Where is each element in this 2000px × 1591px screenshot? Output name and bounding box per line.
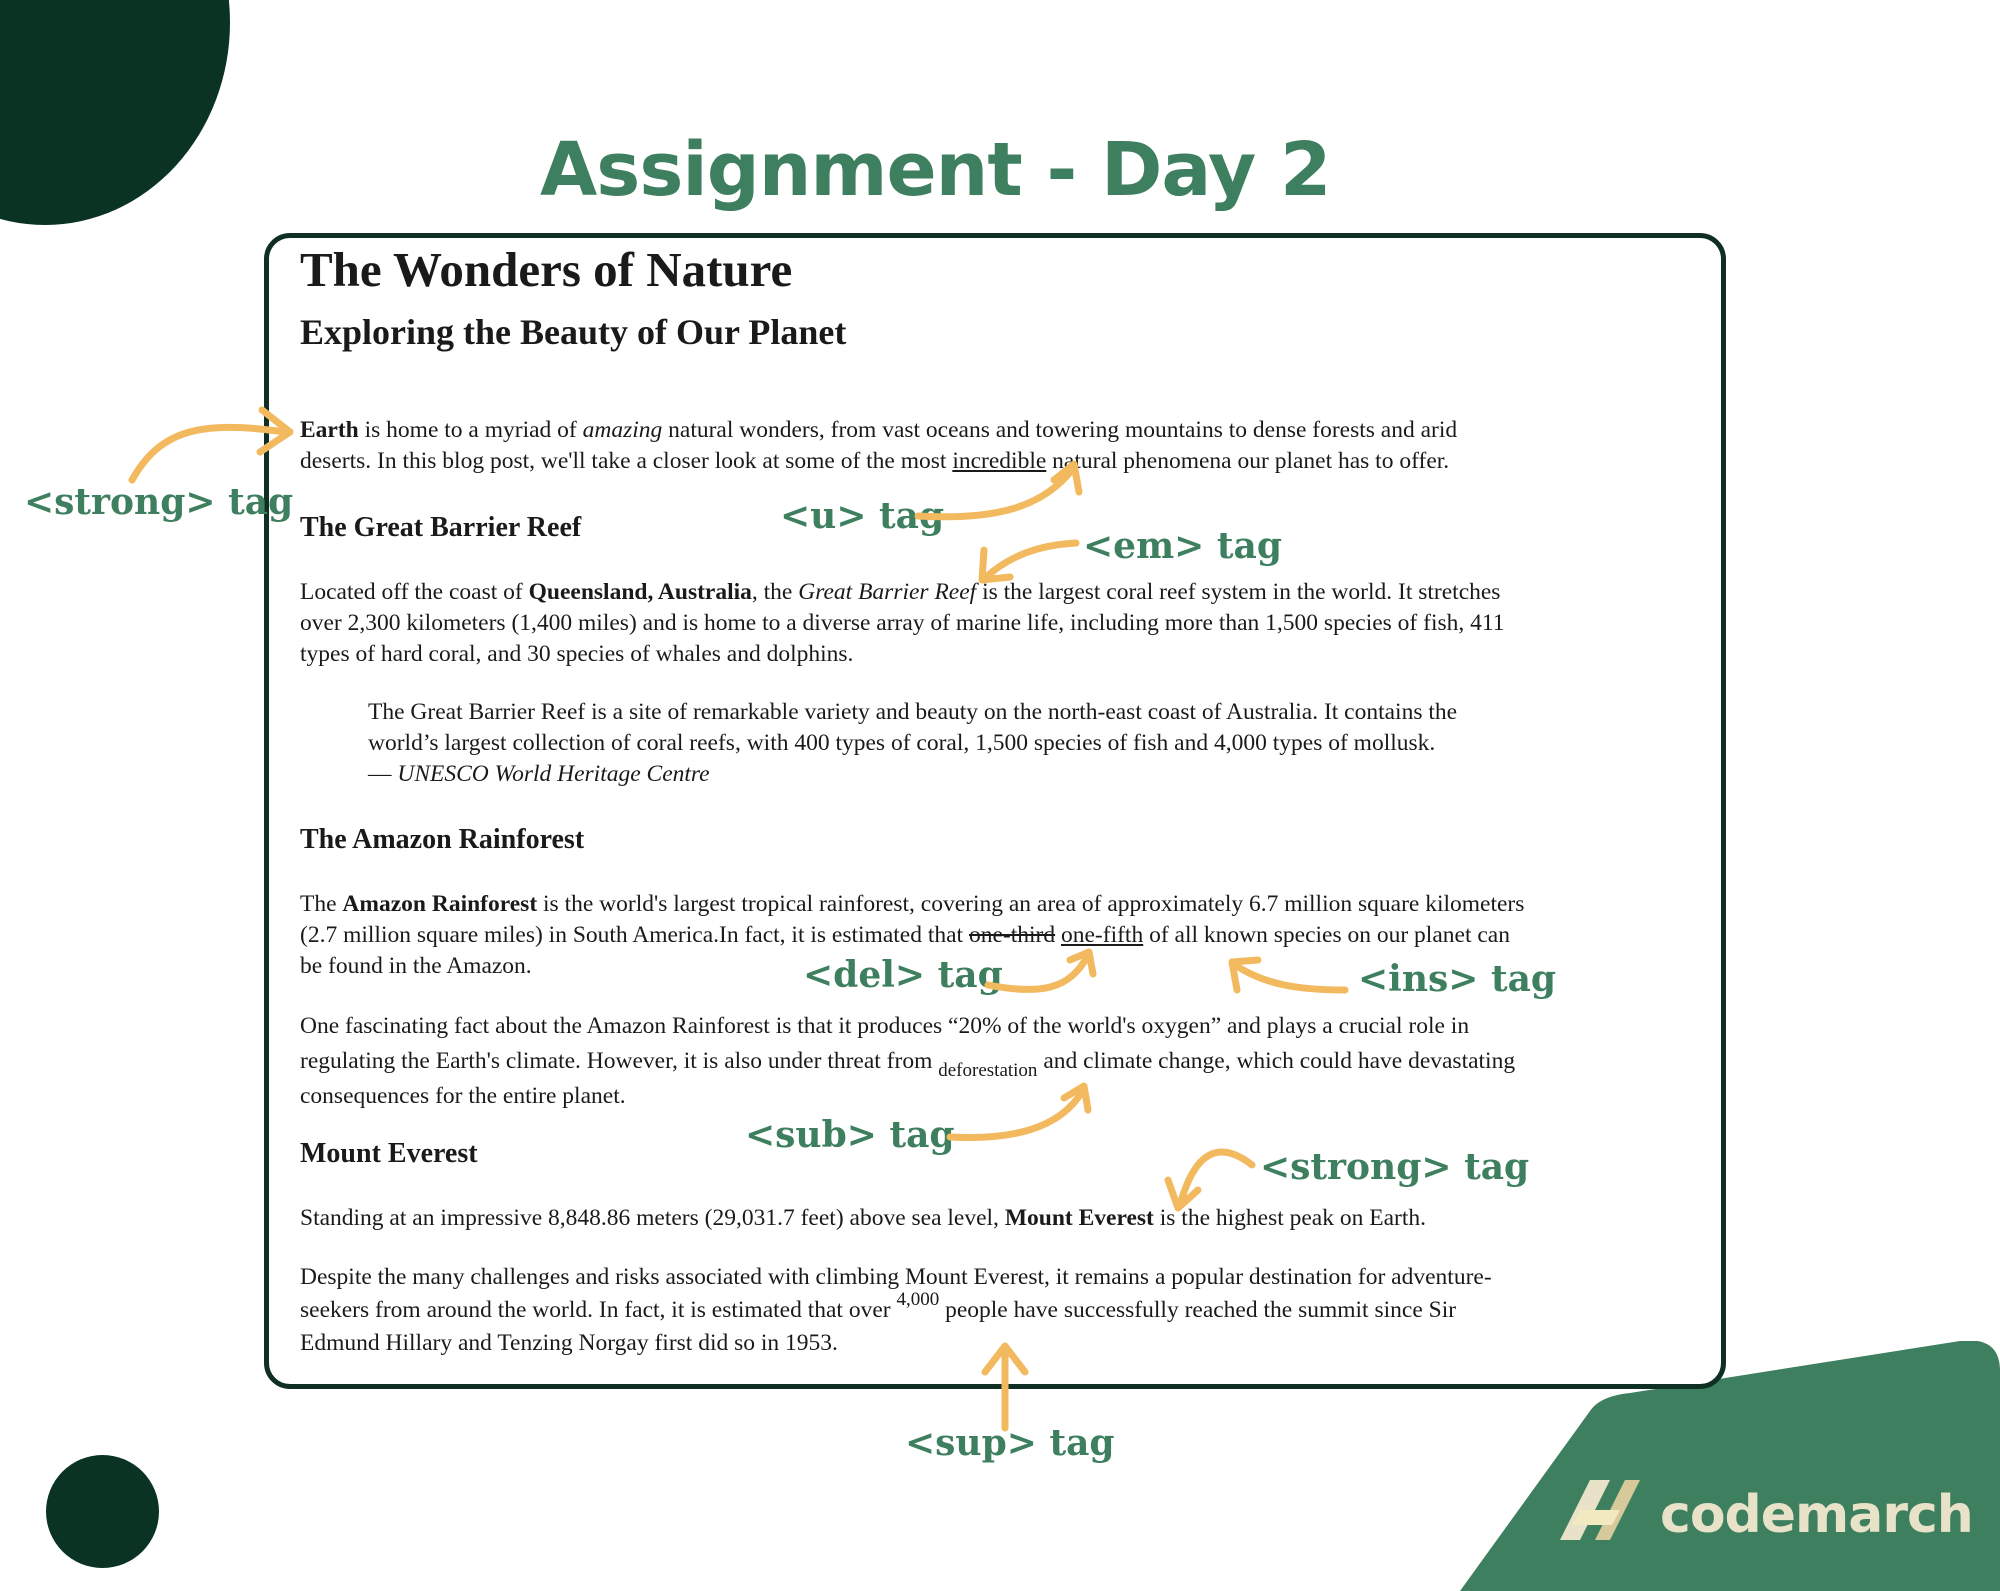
intro-paragraph: Earth is home to a myriad of amazing natural wonders, from vast oceans and towering mountains to dense forests and arid deserts. In this blog post, we'll take a closer look at some of the most incredible natural phenomena our planet has to offer. [300, 417, 1458, 474]
everest-paragraph-1: Standing at an impressive 8,848.86 meters (29,031.7 feet) above sea level, Mount Everest is the highest peak on Earth. [300, 1205, 1427, 1231]
strong-queensland: Queensland, Australia [528, 579, 752, 605]
heading-amazon-rainforest: The Amazon Rainforest [300, 824, 585, 855]
everest-paragraph-2: Despite the many challenges and risks associated with climbing Mount Everest, it remains a popular destination for adventure- seekers from around the world. In fact, it is estimated that over $^{4,000}$ people have successfully reached the summit since Sir Edmund Hillary and Tenzing Norgay first did so in 1953. [300, 1264, 1492, 1356]
callout-strong-tag-2: <strong> tag [1260, 1146, 1530, 1188]
em-great-barrier-reef: Great Barrier Reef [798, 579, 977, 605]
callout-em-tag: <em> tag [1083, 525, 1282, 567]
heading-great-barrier-reef: The Great Barrier Reef [300, 512, 582, 543]
strong-amazon: Amazon Rainforest [342, 891, 538, 917]
amazon-paragraph-2: One fascinating fact about the Amazon Rainforest is that it produces “20% of the world's oxygen” and plays a crucial role in regulating the Earth's climate. However, it is also under threat from $_{deforestation}$ and climate change, which could have devastating consequences for the entire planet. [300, 1013, 1516, 1109]
article-title: The Wonders of Nature [300, 242, 793, 297]
sup-4000: 4,000 [896, 1289, 940, 1310]
callout-sup-tag: <sup> tag [905, 1422, 1115, 1464]
decorative-circle-bottom-left [46, 1455, 159, 1568]
strong-earth: Earth [300, 417, 359, 443]
callout-sub-tag: <sub> tag [745, 1114, 955, 1156]
brand-name: codemarch [1660, 1485, 1973, 1545]
del-one-third: one-third [968, 922, 1056, 948]
article-subtitle: Exploring the Beauty of Our Planet [300, 312, 847, 352]
sub-deforestation: deforestation [938, 1060, 1038, 1081]
callout-del-tag: <del> tag [803, 954, 1003, 996]
quote-source: UNESCO World Heritage Centre [397, 761, 710, 787]
ins-one-fifth: one-fifth [1060, 922, 1144, 948]
reef-paragraph: Located off the coast of Queensland, Australia, the Great Barrier Reef is the largest coral reef system in the world. It stretches over 2,300 kilometers (1,400 miles) and is home to a diverse array of marine life, including more than 1,500 species of fish, 411 types of hard coral, and 30 species of whales and dolphins. [300, 579, 1505, 667]
page-title: Assignment - Day 2 [540, 127, 1331, 213]
u-incredible: incredible [952, 448, 1047, 474]
codemarch-logo-icon [1550, 1470, 1645, 1550]
callout-ins-tag: <ins> tag [1358, 958, 1557, 1000]
heading-mount-everest: Mount Everest [300, 1138, 478, 1169]
reef-blockquote: The Great Barrier Reef is a site of remarkable variety and beauty on the north-east coast of Australia. It contains the world’s largest collection of coral reefs, with 400 types of coral, 1,500 species of fish and 4,000 types of mollusk. — UNESCO World Heritage Centre [368, 699, 1458, 787]
em-amazing: amazing [582, 417, 663, 443]
decorative-circle-top-left [0, 0, 230, 225]
strong-mount-everest: Mount Everest [1004, 1205, 1154, 1231]
arrow-strong-1 [132, 427, 285, 480]
callout-u-tag: <u> tag [780, 495, 945, 537]
callout-strong-tag-1: <strong> tag [24, 481, 294, 523]
amazon-paragraph-1: The Amazon Rainforest is the world's largest tropical rainforest, covering an area of approximately 6.7 million square kilometers (2.7 million square miles) in South America.In fact, it is estimated that one-third one-fifth of all known species on our planet can be found in the Amazon. [300, 891, 1525, 979]
